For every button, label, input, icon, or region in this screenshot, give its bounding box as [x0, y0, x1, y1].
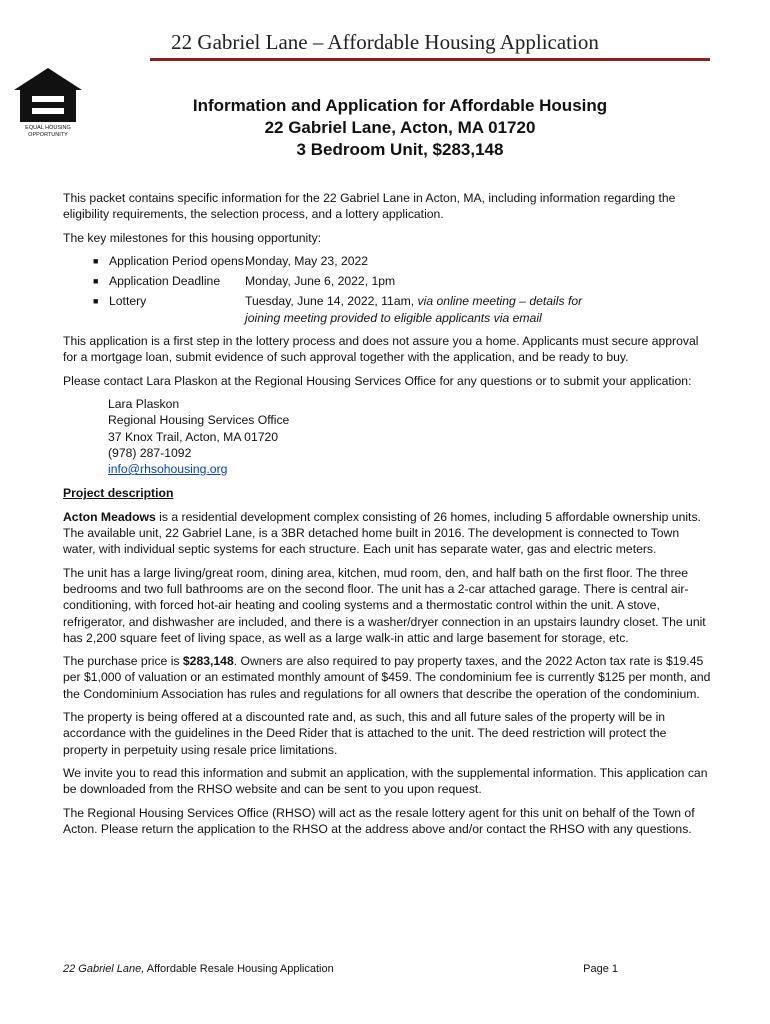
project-paragraph-6: The Regional Housing Services Office (RHSO) will act as the resale lottery agent for this unit on behalf of the Town of Acton. Please return the application to the RHSO at the address above and/or contact the RHSO with any questions.	[63, 805, 695, 836]
project-paragraph-2: The unit has a large living/great room, dining area, kitchen, mud room, den, and half bath on the first floor. The three bedrooms and two full bathrooms are on the second floor. The unit has a 2-car attached garage. There is central air-conditioning, with forced hot-air heating and cooling systems and a thermostatic control within the unit. A stove, refrigerator, and dishwasher are included, and there is a washer/dryer connection in an upstairs laundry closet. The unit has 2,200 square feet of living space, as well as a large walk-in attic and large basement for storage, etc.	[63, 565, 706, 645]
milestone-note: via online meeting – details for joining meeting provided to eligible applicants via email	[245, 294, 583, 325]
footer-title-italic: 22 Gabriel Lane,	[63, 963, 145, 975]
milestone-label: Application Period opens	[109, 253, 244, 268]
purchase-price: $283,148	[182, 654, 234, 669]
bullet-icon: ■	[93, 255, 99, 266]
intro-paragraph: This packet contains specific information for the 22 Gabriel Lane in Acton, MA, including information regarding the eligibility requirements, the selection process, and a lottery application.	[63, 191, 676, 222]
contact-intro: Please contact Lara Plaskon at the Regional Housing Services Office for any questions or to submit your application:	[63, 373, 692, 388]
milestone-date: Tuesday, June 14, 2022, 11am,	[245, 294, 418, 309]
milestone-item	[93, 253, 713, 269]
price-intro: The purchase price is	[63, 654, 183, 669]
bullet-icon: ■	[93, 296, 99, 307]
contact-phone: (978) 287-1092	[108, 445, 192, 460]
project-description-title: Project description	[63, 486, 174, 501]
contact-email-link[interactable]: info@rhsohousing.org	[108, 462, 228, 477]
milestone-value: Monday, May 23, 2022	[245, 253, 369, 268]
project-paragraph-4: The property is being offered at a discounted rate and, as such, this and all future sales of the property will be in accordance with the guidelines in the Deed Rider that is attached to the unit. The deed restriction will protect the property in perpetuity using resale price limitations.	[63, 710, 667, 757]
price-details: . Owners are also required to pay property taxes, and the 2022 Acton tax rate is $19.45 per $1,000 of valuation or an estimated monthly amount of $459. The condominium fee is currently $125 per month, and the Condominium Association has rules and regulations for all owners that describe the operation of the condominium.	[63, 654, 711, 701]
contact-address: 37 Knox Trail, Acton, MA 01720	[108, 429, 279, 444]
svg-text:OPPORTUNITY: OPPORTUNITY	[28, 132, 68, 138]
disclaimer-paragraph: This application is a first step in the lottery process and does not assure you a home. Applicants must secure approval for a mortgage loan, submit evidence of such approval together with the application, and be ready to buy.	[63, 334, 699, 365]
contact-office: Regional Housing Services Office	[108, 413, 290, 428]
page-footer	[63, 963, 618, 975]
header-rule	[150, 58, 710, 61]
bullet-icon: ■	[93, 276, 99, 287]
project-paragraph-1	[63, 509, 713, 558]
document-heading	[150, 95, 650, 161]
milestone-label: Application Deadline	[109, 274, 221, 289]
equal-housing-opportunity-icon	[12, 66, 84, 138]
project-paragraph-1-text: is a residential development complex consisting of 26 homes, including 5 affordable ownership units. The available unit, 22 Gabriel Lane, is a 3BR detached home built in 2016. The development is connected to Town water, with individual septic systems for each structure. Each unit has separate water, gas and electric meters.	[63, 509, 701, 557]
milestones-intro: The key milestones for this housing opportunity:	[63, 230, 322, 245]
page-number: Page 1	[583, 963, 618, 975]
document-body	[63, 190, 713, 844]
heading-line-2: 22 Gabriel Lane, Acton, MA 01720	[264, 118, 536, 137]
milestones-list	[63, 253, 713, 326]
milestone-item	[93, 273, 713, 289]
milestone-item	[93, 293, 713, 326]
milestone-value: Monday, June 6, 2022, 1pm	[245, 274, 396, 289]
contact-name: Lara Plaskon	[108, 396, 180, 411]
svg-text:EQUAL HOUSING: EQUAL HOUSING	[25, 125, 71, 131]
heading-line-3: 3 Bedroom Unit, $283,148	[296, 140, 504, 159]
project-name: Acton Meadows	[63, 509, 156, 524]
footer-title-rest: Affordable Resale Housing Application	[144, 963, 334, 975]
footer-title	[63, 963, 334, 975]
milestone-value	[245, 293, 605, 326]
project-paragraph-3	[63, 653, 713, 702]
contact-block	[108, 396, 713, 477]
page-header-title: 22 Gabriel Lane – Affordable Housing Application	[171, 30, 599, 54]
milestone-label: Lottery	[109, 294, 147, 309]
heading-line-1: Information and Application for Affordable Housing	[192, 96, 608, 115]
project-paragraph-5: We invite you to read this information and submit an application, with the supplemental information. This application can be downloaded from the RHSO website and can be sent to you upon request.	[63, 765, 708, 797]
